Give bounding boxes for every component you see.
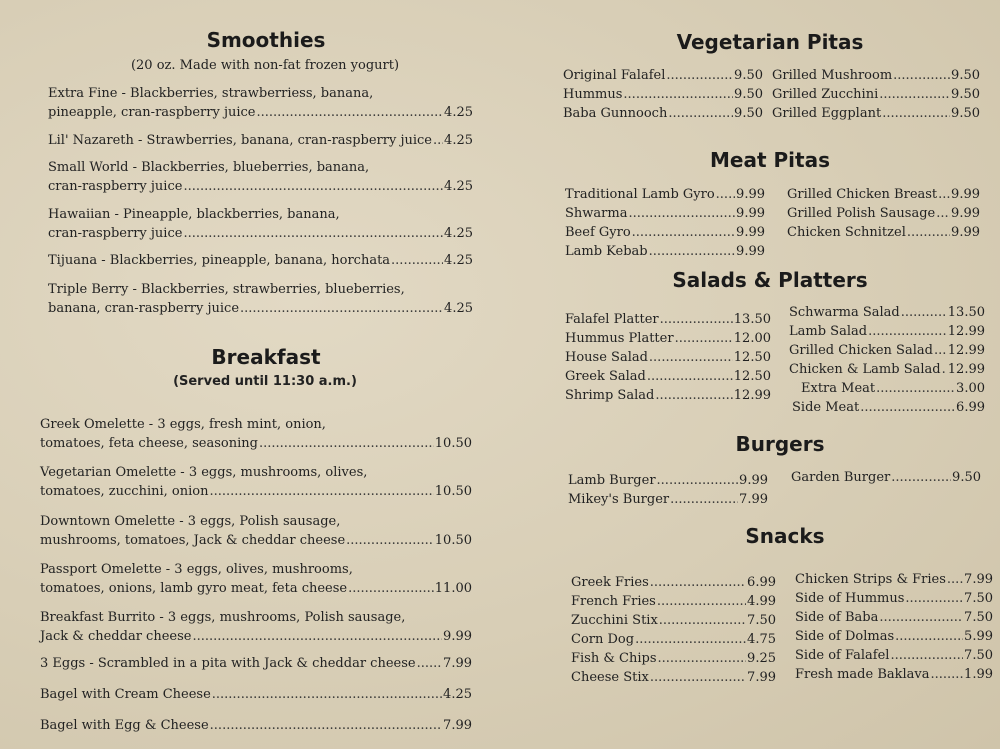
breakfast-item — [40, 415, 472, 453]
item-price: 12.99 — [947, 343, 985, 358]
item-name: Side of Dolmas — [795, 629, 895, 644]
salads-right — [789, 303, 985, 417]
item-name: Original Falafel — [563, 68, 666, 83]
item-name: Corn Dog — [571, 632, 635, 647]
item-name: Chicken Strips & Fries — [795, 572, 946, 587]
dot-leader — [649, 242, 735, 261]
item-name: Side of Hummus — [795, 591, 905, 606]
dot-leader — [860, 398, 955, 417]
menu-item — [565, 367, 771, 386]
item-name: Downtown Omelette - 3 eggs, Polish sausage, — [40, 514, 341, 529]
dot-leader — [417, 654, 442, 673]
menu-item — [571, 611, 776, 630]
dot-leader — [668, 104, 733, 123]
item-price: 7.99 — [747, 670, 776, 685]
item-price: 13.50 — [947, 305, 985, 320]
item-price: 7.50 — [747, 613, 776, 628]
dot-leader — [931, 665, 964, 684]
smoothie-item — [48, 280, 473, 318]
dot-leader — [936, 204, 950, 223]
menu-item — [789, 379, 985, 398]
breakfast-item — [40, 512, 472, 550]
dot-leader — [433, 131, 443, 150]
snacks-right — [795, 570, 993, 684]
menu-item — [571, 592, 776, 611]
dot-leader — [655, 386, 732, 405]
menu-item — [789, 303, 985, 322]
salads-title: Salads & Platters — [672, 268, 868, 292]
item-name: Extra Meat — [801, 381, 876, 396]
item-name: Beef Gyro — [565, 225, 631, 240]
item-name: tomatoes, onions, lamb gyro meat, feta cheese — [40, 581, 348, 596]
item-price: 1.99 — [964, 667, 993, 682]
item-price: 7.99 — [964, 572, 993, 587]
salads-left — [565, 310, 771, 405]
menu-item — [795, 646, 993, 665]
dot-leader — [210, 716, 442, 735]
item-name: Hawaiian - Pineapple, blackberries, banana, — [48, 207, 340, 222]
menu-item — [772, 104, 980, 123]
dot-leader — [348, 579, 434, 598]
item-price: 7.50 — [964, 591, 993, 606]
item-name: Extra Fine - Blackberries, strawberriess, banana, — [48, 86, 374, 101]
item-price: 13.50 — [733, 312, 771, 327]
breakfast-item — [40, 685, 472, 704]
item-price: 9.99 — [951, 225, 980, 240]
item-name: Grilled Eggplant — [772, 106, 882, 121]
item-price: 12.99 — [733, 388, 771, 403]
dot-leader — [879, 608, 963, 627]
item-name: Grilled Zucchini — [772, 87, 879, 102]
item-name: Lamb Salad — [789, 324, 868, 339]
smoothies-title: Smoothies — [206, 28, 326, 52]
snacks-title: Snacks — [745, 524, 825, 548]
menu-item — [787, 185, 980, 204]
item-price: 9.99 — [736, 206, 765, 221]
item-price: 12.99 — [947, 324, 985, 339]
menu-item — [565, 329, 771, 348]
dot-leader — [623, 85, 733, 104]
item-price: 10.50 — [434, 533, 472, 548]
dot-leader — [934, 341, 947, 360]
breakfast-item — [40, 463, 472, 501]
breakfast-item — [40, 654, 472, 673]
item-name: Traditional Lamb Gyro — [565, 187, 715, 202]
menu-item — [565, 310, 771, 329]
menu-item — [795, 570, 993, 589]
dot-leader — [657, 592, 746, 611]
dot-leader — [183, 224, 443, 243]
menu-item — [568, 471, 768, 490]
item-price: 9.50 — [952, 470, 981, 485]
item-price: 12.50 — [733, 350, 771, 365]
breakfast-item — [40, 560, 472, 598]
item-name: Mikey's Burger — [568, 492, 670, 507]
item-price: 11.00 — [434, 581, 472, 596]
item-price: 5.99 — [964, 629, 993, 644]
item-name: Zucchini Stix — [571, 613, 658, 628]
item-name: Hummus Platter — [565, 331, 674, 346]
item-name: 3 Eggs - Scrambled in a pita with Jack & cheddar cheese — [40, 656, 416, 671]
item-name: Greek Salad — [565, 369, 646, 384]
burgers-right — [791, 468, 981, 487]
dot-leader — [938, 185, 950, 204]
dot-leader — [895, 627, 963, 646]
dot-leader — [212, 685, 442, 704]
snacks-left — [571, 573, 776, 687]
menu-item — [772, 66, 980, 85]
item-name: Greek Omelette - 3 eggs, fresh mint, onion, — [40, 417, 326, 432]
item-name: House Salad — [565, 350, 648, 365]
smoothie-item — [48, 84, 473, 122]
item-name: Fresh made Baklava — [795, 667, 930, 682]
dot-leader — [658, 649, 747, 668]
dot-leader — [882, 104, 950, 123]
item-price: 4.25 — [444, 301, 473, 316]
item-name: pineapple, cran-raspberry juice — [48, 105, 256, 120]
item-name: Shwarma — [565, 206, 628, 221]
item-price: 4.25 — [444, 179, 473, 194]
dot-leader — [628, 204, 735, 223]
dot-leader — [632, 223, 735, 242]
dot-leader — [876, 379, 955, 398]
item-name: tomatoes, feta cheese, seasoning — [40, 436, 258, 451]
breakfast-item — [40, 716, 472, 735]
breakfast-subtitle: (Served until 11:30 a.m.) — [173, 374, 357, 389]
dot-leader — [647, 367, 733, 386]
burgers-left — [568, 471, 768, 509]
item-price: 7.50 — [964, 648, 993, 663]
burgers-title: Burgers — [735, 432, 825, 456]
item-name: Grilled Mushroom — [772, 68, 893, 83]
dot-leader — [942, 360, 947, 379]
dot-leader — [947, 570, 963, 589]
menu-item — [791, 468, 981, 487]
item-name: Falafel Platter — [565, 312, 659, 327]
dot-leader — [192, 627, 442, 646]
item-name: Bagel with Cream Cheese — [40, 687, 211, 702]
dot-leader — [890, 646, 963, 665]
item-name: banana, cran-raspberry juice — [48, 301, 240, 316]
menu-item — [571, 668, 776, 687]
menu-item — [795, 608, 993, 627]
item-name: Chicken Schnitzel — [787, 225, 906, 240]
item-name: French Fries — [571, 594, 656, 609]
breakfast-title: Breakfast — [211, 345, 321, 369]
menu-item — [571, 573, 776, 592]
veg-pitas-right — [772, 66, 980, 123]
meat-pitas-title: Meat Pitas — [710, 148, 830, 172]
item-name: Shrimp Salad — [565, 388, 655, 403]
item-name: tomatoes, zucchini, onion — [40, 484, 209, 499]
item-price: 9.99 — [443, 629, 472, 644]
menu-item — [789, 398, 985, 417]
menu-item — [568, 490, 768, 509]
dot-leader — [635, 630, 746, 649]
dot-leader — [660, 310, 733, 329]
item-name: Baba Gunnooch — [563, 106, 668, 121]
item-name: Grilled Polish Sausage — [787, 206, 936, 221]
item-name: Side of Baba — [795, 610, 879, 625]
menu-item — [565, 348, 771, 367]
veg-pitas-title: Vegetarian Pitas — [676, 30, 864, 54]
dot-leader — [259, 434, 434, 453]
smoothies-subtitle: (20 oz. Made with non-fat frozen yogurt) — [130, 58, 400, 73]
item-name: Tijuana - Blackberries, pineapple, banana, horchata — [48, 253, 391, 268]
item-name: Passport Omelette - 3 eggs, olives, mushrooms, — [40, 562, 353, 577]
item-price: 4.25 — [444, 226, 473, 241]
item-price: 9.50 — [734, 106, 763, 121]
item-name: Vegetarian Omelette - 3 eggs, mushrooms, olives, — [40, 465, 368, 480]
item-name: Side Meat — [792, 400, 860, 415]
dot-leader — [391, 251, 443, 270]
item-name: Grilled Chicken Salad — [789, 343, 933, 358]
item-name: Jack & cheddar cheese — [40, 629, 192, 644]
dot-leader — [650, 573, 746, 592]
item-price: 6.99 — [956, 400, 985, 415]
item-name: Lamb Kebab — [565, 244, 648, 259]
dot-leader — [657, 471, 739, 490]
item-price: 9.50 — [734, 87, 763, 102]
item-name: cran-raspberry juice — [48, 179, 183, 194]
item-price: 12.50 — [733, 369, 771, 384]
menu-item — [571, 649, 776, 668]
menu-item — [789, 360, 985, 379]
dot-leader — [893, 66, 950, 85]
menu-item — [563, 104, 763, 123]
item-price: 4.25 — [443, 687, 472, 702]
dot-leader — [868, 322, 947, 341]
item-price: 12.00 — [733, 331, 771, 346]
menu-item — [565, 185, 765, 204]
item-name: Lamb Burger — [568, 473, 656, 488]
item-name: Garden Burger — [791, 470, 891, 485]
dot-leader — [675, 329, 733, 348]
item-price: 9.99 — [736, 244, 765, 259]
dot-leader — [346, 531, 434, 550]
menu-item — [789, 322, 985, 341]
menu-item — [565, 204, 765, 223]
dot-leader — [649, 348, 733, 367]
item-price: 9.99 — [736, 187, 765, 202]
item-price: 9.50 — [951, 68, 980, 83]
menu-item — [795, 589, 993, 608]
breakfast-item — [40, 608, 472, 646]
menu-item — [563, 85, 763, 104]
menu-item — [789, 341, 985, 360]
item-name: Breakfast Burrito - 3 eggs, mushrooms, Polish sausage, — [40, 610, 406, 625]
dot-leader — [907, 223, 950, 242]
item-name: Fish & Chips — [571, 651, 657, 666]
dot-leader — [183, 177, 443, 196]
item-price: 9.25 — [747, 651, 776, 666]
item-price: 9.99 — [951, 187, 980, 202]
item-name: Hummus — [563, 87, 623, 102]
menu-item — [571, 630, 776, 649]
dot-leader — [240, 299, 443, 318]
menu-item — [787, 204, 980, 223]
dot-leader — [879, 85, 950, 104]
item-name: Schwarma Salad — [789, 305, 900, 320]
item-name: Side of Falafel — [795, 648, 890, 663]
smoothie-item — [48, 158, 473, 196]
item-name: Bagel with Egg & Cheese — [40, 718, 209, 733]
menu-item — [565, 386, 771, 405]
item-price: 12.99 — [947, 362, 985, 377]
item-name: Grilled Chicken Breast — [787, 187, 938, 202]
item-price: 9.99 — [739, 473, 768, 488]
item-price: 4.25 — [444, 105, 473, 120]
item-name: Lil' Nazareth - Strawberries, banana, cran-raspberry juice — [48, 133, 433, 148]
meat-pitas-left — [565, 185, 765, 261]
item-name: Triple Berry - Blackberries, strawberries, blueberries, — [48, 282, 405, 297]
item-name: Chicken & Lamb Salad — [789, 362, 941, 377]
menu-item — [795, 627, 993, 646]
item-name: mushrooms, tomatoes, Jack & cheddar cheese — [40, 533, 346, 548]
item-price: 10.50 — [434, 484, 472, 499]
dot-leader — [670, 490, 738, 509]
menu-item — [795, 665, 993, 684]
item-price: 3.00 — [956, 381, 985, 396]
item-name: Cheese Stix — [571, 670, 649, 685]
item-price: 6.99 — [747, 575, 776, 590]
dot-leader — [716, 185, 735, 204]
item-name: Greek Fries — [571, 575, 649, 590]
smoothie-item — [48, 251, 473, 270]
item-price: 10.50 — [434, 436, 472, 451]
dot-leader — [659, 611, 746, 630]
menu-item — [772, 85, 980, 104]
dot-leader — [209, 482, 433, 501]
item-price: 7.50 — [964, 610, 993, 625]
smoothie-item — [48, 205, 473, 243]
meat-pitas-right — [787, 185, 980, 242]
dot-leader — [901, 303, 947, 322]
smoothie-item — [48, 131, 473, 150]
dot-leader — [256, 103, 443, 122]
menu-item — [563, 66, 763, 85]
item-price: 7.99 — [739, 492, 768, 507]
item-price: 4.75 — [747, 632, 776, 647]
item-price: 9.50 — [734, 68, 763, 83]
item-price: 7.99 — [443, 656, 472, 671]
item-price: 7.99 — [443, 718, 472, 733]
item-price: 4.99 — [747, 594, 776, 609]
item-name: cran-raspberry juice — [48, 226, 183, 241]
dot-leader — [891, 468, 951, 487]
menu-item — [565, 242, 765, 261]
dot-leader — [650, 668, 746, 687]
item-price: 4.25 — [444, 133, 473, 148]
item-price: 9.99 — [951, 206, 980, 221]
menu-item — [787, 223, 980, 242]
item-price: 9.50 — [951, 106, 980, 121]
item-price: 9.99 — [736, 225, 765, 240]
item-price: 9.50 — [951, 87, 980, 102]
item-name: Small World - Blackberries, blueberries, banana, — [48, 160, 370, 175]
item-price: 4.25 — [444, 253, 473, 268]
dot-leader — [666, 66, 733, 85]
veg-pitas-left — [563, 66, 763, 123]
menu-item — [565, 223, 765, 242]
dot-leader — [905, 589, 963, 608]
